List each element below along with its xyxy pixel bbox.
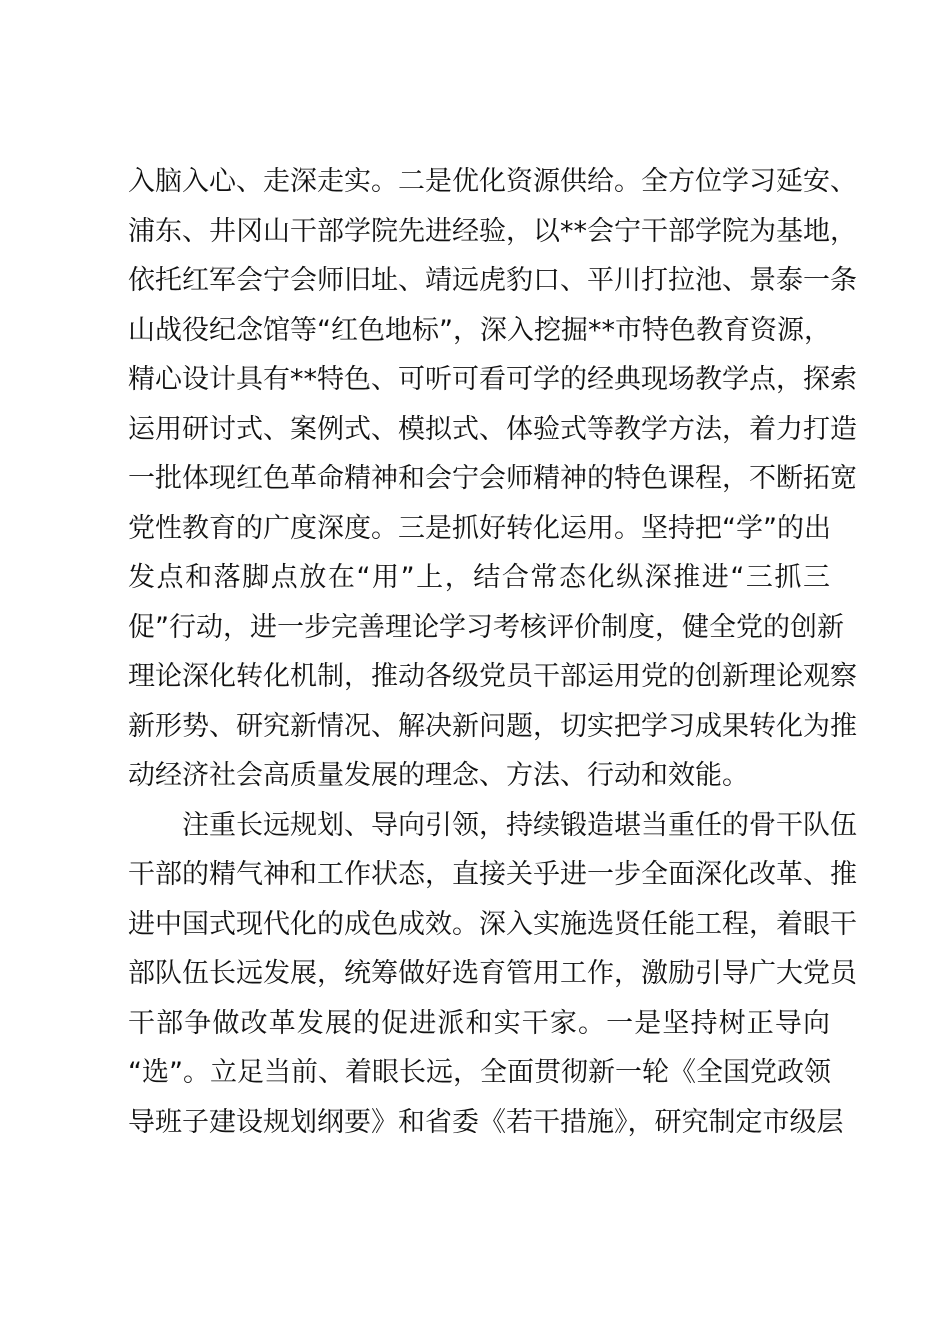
text-line: 依托红军会宁会师旧址、靖远虎豹口、平川打拉池、景泰一条	[128, 265, 857, 296]
text-line: 进中国式现代化的成色成效。深入实施选贤任能工程，着眼干	[128, 908, 857, 940]
text-line: 山战役纪念馆等“红色地标”，深入挖掘**市特色教育资源，	[128, 314, 831, 346]
text-line: 动经济社会高质量发展的理念、方法、行动和效能。	[128, 760, 749, 791]
text-line: 新形势、研究新情况、解决新问题，切实把学习成果转化为推	[128, 710, 857, 742]
text-line: 运用研讨式、案例式、模拟式、体验式等教学方法，着力打造	[128, 413, 857, 445]
text-line: 导班子建设规划纲要》和省委《若干措施》，研究制定市级层	[128, 1106, 844, 1138]
text-line: 理论深化转化机制，推动各级党员干部运用党的创新理论观察	[128, 661, 857, 692]
paragraph-2	[128, 801, 857, 1148]
text-line: 干部的精气神和工作状态，直接关乎进一步全面深化改革、推	[128, 859, 857, 890]
text-line: 促”行动，进一步完善理论学习考核评价制度，健全党的创新	[128, 611, 844, 643]
text-line: 注重长远规划、导向引领，持续锻造堪当重任的骨干队伍	[182, 809, 857, 841]
text-line: 一批体现红色革命精神和会宁会师精神的特色课程，不断拓宽	[128, 463, 857, 494]
text-line: 发点和落脚点放在“用”上，结合常态化纵深推进“三抓三	[128, 562, 830, 593]
text-line: 部队伍长远发展，统筹做好选育管用工作，激励引导广大党员	[128, 958, 857, 989]
text-line: “选”。立足当前、着眼长远，全面贯彻新一轮《全国党政领	[128, 1057, 831, 1088]
paragraph-1	[128, 157, 857, 801]
text-line: 入脑入心、走深走实。二是优化资源供给。全方位学习延安、	[128, 166, 857, 197]
text-line: 精心设计具有**特色、可听可看可学的经典现场教学点，探索	[128, 364, 857, 395]
text-line: 干部争做改革发展的促进派和实干家。一是坚持树正导向	[128, 1007, 830, 1039]
text-line: 党性教育的广度深度。三是抓好转化运用。坚持把“学”的出	[128, 512, 831, 544]
text-line: 浦东、井冈山干部学院先进经验，以**会宁干部学院为基地，	[128, 215, 857, 247]
document-body	[128, 157, 857, 1147]
